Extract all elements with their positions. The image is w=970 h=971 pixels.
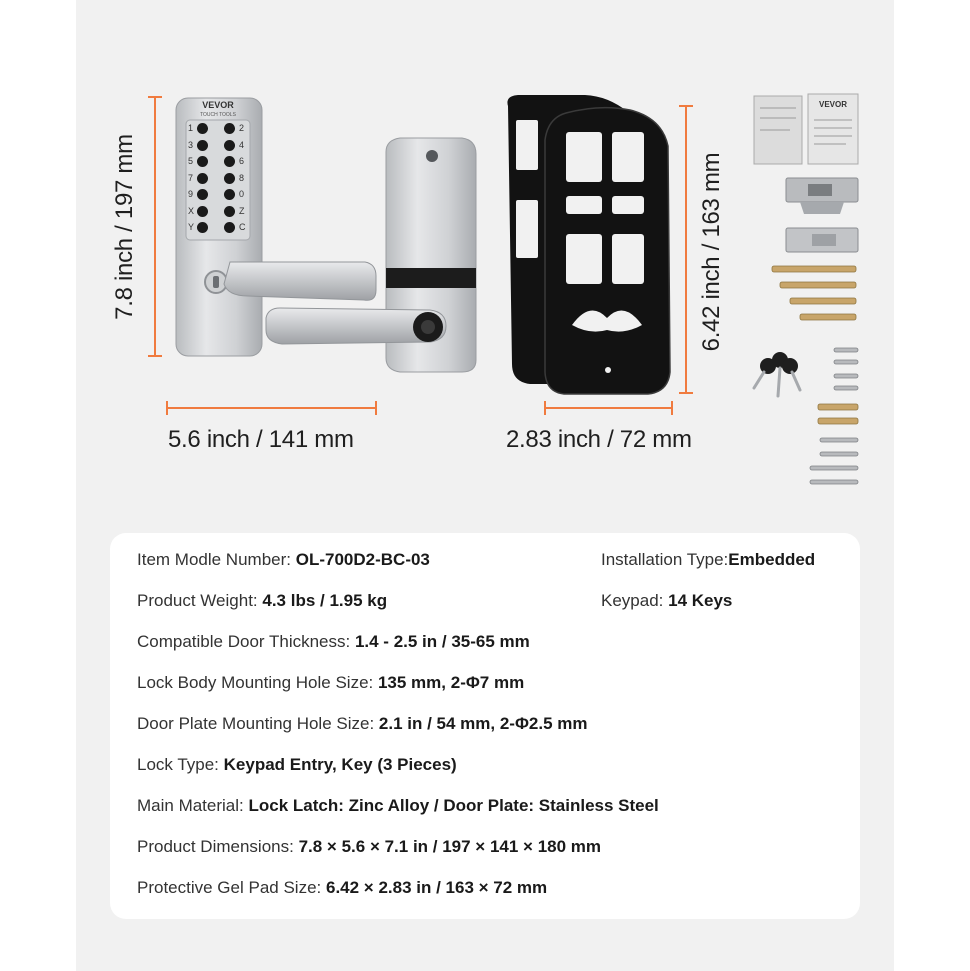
spec-row bbox=[137, 714, 588, 734]
spec-value: Keypad Entry, Key (3 Pieces) bbox=[223, 755, 457, 774]
spec-row bbox=[137, 878, 547, 898]
spec-row bbox=[137, 673, 524, 693]
pad-width-label: 2.83 inch / 72 mm bbox=[506, 426, 692, 453]
keypad-key-label: X bbox=[188, 205, 195, 216]
spec-value: 7.8 × 5.6 × 7.1 in / 197 × 141 × 180 mm bbox=[298, 837, 602, 856]
spec-row bbox=[137, 632, 530, 652]
spec-row bbox=[137, 755, 457, 775]
brand-tagline: TOUCH TOOLS bbox=[200, 112, 236, 118]
keypad-key-label: 0 bbox=[239, 189, 245, 199]
spec-row bbox=[137, 591, 387, 611]
keypad-key-label: 5 bbox=[188, 156, 194, 166]
keypad-key-label: 9 bbox=[188, 189, 194, 199]
keypad-key-label: 1 bbox=[188, 123, 194, 133]
accessory-manual-brand: VEVOR bbox=[818, 100, 847, 109]
keypad-key-label: 7 bbox=[188, 172, 194, 183]
spec-label: Item Modle Number: bbox=[137, 550, 296, 569]
spec-label: Keypad: bbox=[601, 591, 669, 610]
spec-row bbox=[601, 550, 815, 570]
spec-label: Protective Gel Pad Size: bbox=[137, 878, 326, 897]
keypad-key-label: 3 bbox=[188, 139, 194, 150]
spec-value: Lock Latch: Zinc Alloy / Door Plate: Stainless Steel bbox=[248, 796, 659, 815]
spec-label: Installation Type: bbox=[601, 550, 729, 569]
spec-value: 135 mm, 2-Φ7 mm bbox=[377, 673, 525, 692]
keypad-key-label: Y bbox=[188, 222, 195, 232]
spec-value: 6.42 × 2.83 in / 163 × 72 mm bbox=[325, 878, 548, 897]
spec-label: Lock Type: bbox=[137, 755, 224, 774]
spec-value: Embedded bbox=[728, 550, 816, 569]
keypad-key-label: 2 bbox=[239, 123, 245, 133]
spec-label: Main Material: bbox=[137, 796, 249, 815]
keypad-key-label: 8 bbox=[239, 172, 245, 183]
spec-value: 1.4 - 2.5 in / 35-65 mm bbox=[354, 632, 530, 651]
lock-width-label: 5.6 inch / 141 mm bbox=[168, 426, 354, 453]
brand-logo: VEVOR bbox=[202, 100, 234, 110]
spec-label: Product Dimensions: bbox=[137, 837, 299, 856]
spec-row bbox=[137, 796, 659, 816]
keypad-key-label: 6 bbox=[239, 156, 245, 166]
specifications-card bbox=[110, 533, 860, 919]
spec-row bbox=[137, 837, 601, 857]
spec-label: Compatible Door Thickness: bbox=[137, 632, 355, 651]
spec-row bbox=[137, 550, 430, 570]
keypad-key-label: Z bbox=[239, 205, 245, 216]
spec-value: 2.1 in / 54 mm, 2-Φ2.5 mm bbox=[378, 714, 588, 733]
spec-label: Lock Body Mounting Hole Size: bbox=[137, 673, 378, 692]
spec-value: 4.3 lbs / 1.95 kg bbox=[262, 591, 388, 610]
spec-label: Product Weight: bbox=[137, 591, 263, 610]
spec-row bbox=[601, 591, 732, 611]
spec-value: 14 Keys bbox=[668, 591, 733, 610]
lock-height-label: 7.8 inch / 197 mm bbox=[111, 134, 138, 320]
spec-label: Door Plate Mounting Hole Size: bbox=[137, 714, 379, 733]
keypad-key-label: 4 bbox=[239, 139, 245, 150]
spec-value: OL-700D2-BC-03 bbox=[295, 550, 430, 569]
pad-height-label: 6.42 inch / 163 mm bbox=[698, 152, 725, 352]
keypad-key-label: C bbox=[239, 222, 246, 232]
